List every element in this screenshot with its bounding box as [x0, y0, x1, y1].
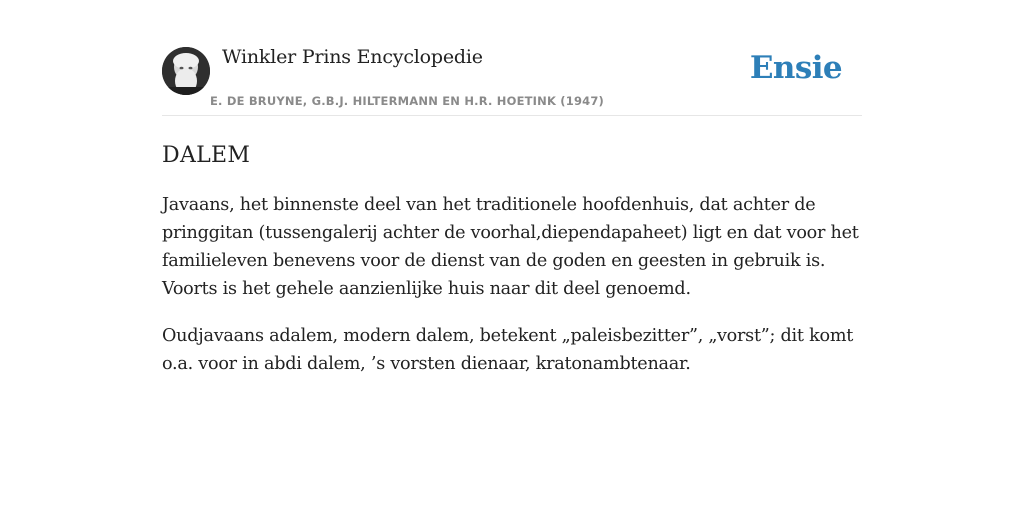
page — [162, 44, 862, 397]
ensie-logo-link[interactable]: Ensie — [749, 50, 842, 86]
entry-body — [162, 191, 862, 378]
source-title[interactable]: Winkler Prins Encyclopedie — [222, 46, 483, 68]
entry-title: DALEM — [162, 143, 251, 168]
header — [162, 44, 862, 116]
source-authors: E. DE BRUYNE, G.B.J. HILTERMANN EN H.R. HOETINK (1947) — [210, 94, 605, 108]
portrait-image — [162, 47, 210, 95]
entry-paragraph: Oudjavaans adalem, modern dalem, betekent „paleisbezitter”, „vorst”; dit komt o.a. voor in abdi dalem, ’s vorsten dienaar, kratonambtenaar. — [162, 326, 854, 374]
entry-paragraph: Javaans, het binnenste deel van het traditionele hoofdenhuis, dat achter de pringgitan (tussengalerij achter de voorhal,diependapaheet) ligt en dat voor het familieleven benevens voor de dienst van de goden en geesten in gebruik is. Voorts is het gehele aanzienlijke huis naar dit deel genoemd. — [162, 195, 859, 299]
author-portrait-avatar[interactable] — [162, 47, 210, 95]
